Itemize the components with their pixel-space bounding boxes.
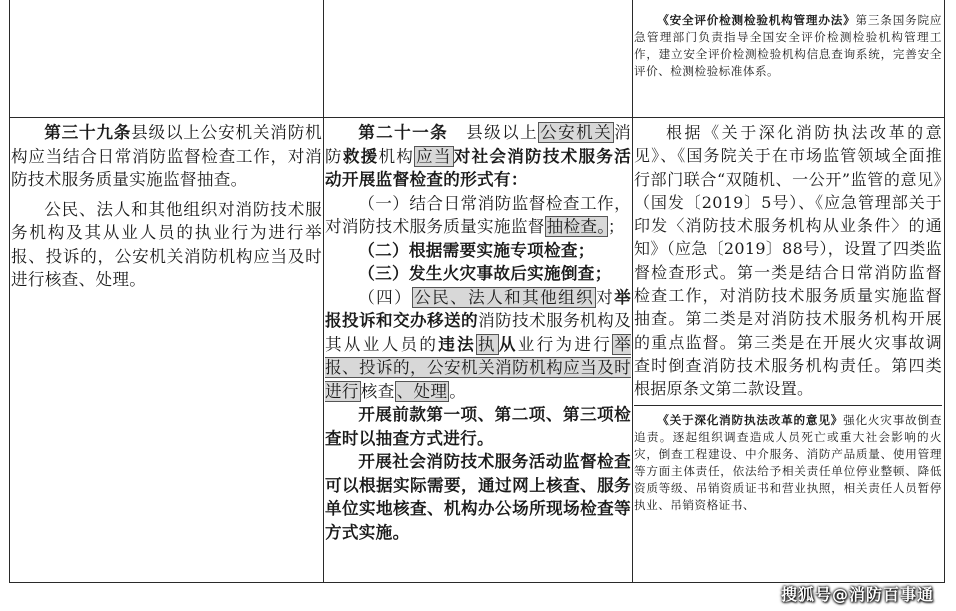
note-body: 强化火灾事故倒查追责。逐起组织调查造成人员死亡或重大社会影响的火灾，倒查工程建设、中介服务、消防产品质量、使用管理等方面主体责任，依法给予相关责任单位停业整顿、降低资质等级、吊销资质证书和营业执照，相关责任人员暂停执业、吊销资格证书、 bbox=[634, 412, 942, 512]
table-border bbox=[9, 0, 10, 583]
new-article-paragraph bbox=[325, 121, 631, 192]
reference-note bbox=[634, 412, 942, 514]
table-border bbox=[632, 0, 633, 583]
table-border bbox=[9, 117, 945, 118]
article-number: 第二十一条 bbox=[358, 122, 449, 142]
deleted-text-highlight: 公安机关 bbox=[540, 123, 613, 142]
text-run: 消防技术服务机构及其从业人员的 bbox=[325, 311, 631, 354]
note-title: 《安全评价检测检验机构管理办法》 bbox=[657, 13, 856, 27]
inserted-text: 违法 bbox=[438, 333, 476, 354]
deleted-text-highlight: 应当 bbox=[416, 146, 452, 166]
text-run: 机构 bbox=[378, 146, 415, 166]
text-run: （四） bbox=[358, 287, 413, 307]
list-item bbox=[325, 192, 631, 239]
list-item bbox=[325, 286, 631, 404]
regulation-note bbox=[634, 12, 942, 80]
inserted-text: 从 bbox=[498, 333, 518, 354]
list-item: （三）发生火灾事故后实施倒查； bbox=[358, 263, 612, 283]
inserted-text: 救援 bbox=[342, 145, 379, 166]
deleted-text-highlight: 公民、法人和其他组织 bbox=[414, 287, 595, 307]
text-run: 业行为进行 bbox=[517, 334, 613, 354]
note-title: 《关于深化消防执法改革的意见》 bbox=[657, 412, 844, 427]
inserted-text: 对社会消防技术服务活动开展监督检查的形式有： bbox=[325, 145, 631, 189]
cell-explanation bbox=[634, 119, 942, 581]
new-article-paragraph: 开展社会消防技术服务活动监督检查可以根据实际需要，通过网上核查、服务单位实地核查、机构办公场所现场检查等方式实施。 bbox=[325, 451, 631, 542]
explanation-paragraph: 根据《关于深化消防执法改革的意见》、《国务院关于在市场监管领域全面推行部门联合“双随机、一公开”监管的意见》（国发〔2019〕5号）、《应急管理部关于印发〈消防技术服务机构从业条件〉的通知》（应急〔2019〕88号），设置了四类监督检查形式。第一类是结合日常消防监督检查工作，对消防技术服务质量实施监督抽查。第二类是对消防技术服务机构开展的重点监督。第三类是在开展火灾事故调查时倒查消防技术服务机构责任。第四类根据原条文第二款设置。 bbox=[634, 123, 942, 399]
text-run: （一） bbox=[358, 193, 410, 213]
text-run: 对 bbox=[596, 287, 615, 307]
deleted-text-highlight: 执 bbox=[477, 334, 497, 354]
inserted-text: 举报投诉和交办移送的 bbox=[325, 286, 631, 330]
old-article-paragraph bbox=[11, 121, 322, 192]
cell-row1-col3 bbox=[634, 0, 942, 116]
cell-row1-col1 bbox=[11, 0, 322, 116]
text-run: 。 bbox=[449, 381, 467, 401]
cell-row1-col2 bbox=[325, 0, 631, 116]
watermark: 搜狐号@消防百事通 bbox=[780, 585, 934, 604]
deleted-text-highlight: 、处理 bbox=[396, 381, 448, 401]
text-run: 县级以上 bbox=[448, 123, 539, 142]
table-border bbox=[944, 0, 945, 583]
text-run: 核查 bbox=[360, 381, 395, 401]
deleted-text-highlight: 举报、投诉的，公安机关消防机构应当及时进行 bbox=[325, 334, 631, 401]
article-text: 县级以上公安机关消防机构应当结合日常消防监督检查工作，对消防技术服务质量实施监督抽查。 bbox=[11, 123, 322, 189]
list-item: （二）根据需要实施专项检查； bbox=[358, 239, 595, 260]
divider bbox=[634, 405, 942, 406]
new-article-paragraph: 开展前款第一项、第二项、第三项检查时以抽查方式进行。 bbox=[325, 404, 631, 448]
article-number: 第三十九条 bbox=[44, 122, 132, 142]
text-run: 结合日常消防监督检查工作，对消防技术服务质量实施监督 bbox=[325, 193, 631, 236]
cell-new-article bbox=[325, 119, 631, 581]
old-article-paragraph: 公民、法人和其他组织对消防技术服务机构及其从业人员的执业行为进行举报、投诉的，公安机关消防机构应当及时进行核查、处理。 bbox=[11, 199, 322, 289]
text-run: 消防 bbox=[325, 123, 631, 166]
note-body: 第三条国务院应急管理部门负责指导全国安全评价检测检验机构管理工作，建立安全评价检测检验机构信息查询系统，完善安全评价、检测检验标准体系。 bbox=[634, 13, 942, 78]
cell-old-article bbox=[11, 119, 322, 581]
deleted-text-highlight: 抽检查。 bbox=[546, 217, 606, 236]
table-border bbox=[323, 0, 324, 583]
text-run: ； bbox=[607, 217, 625, 236]
